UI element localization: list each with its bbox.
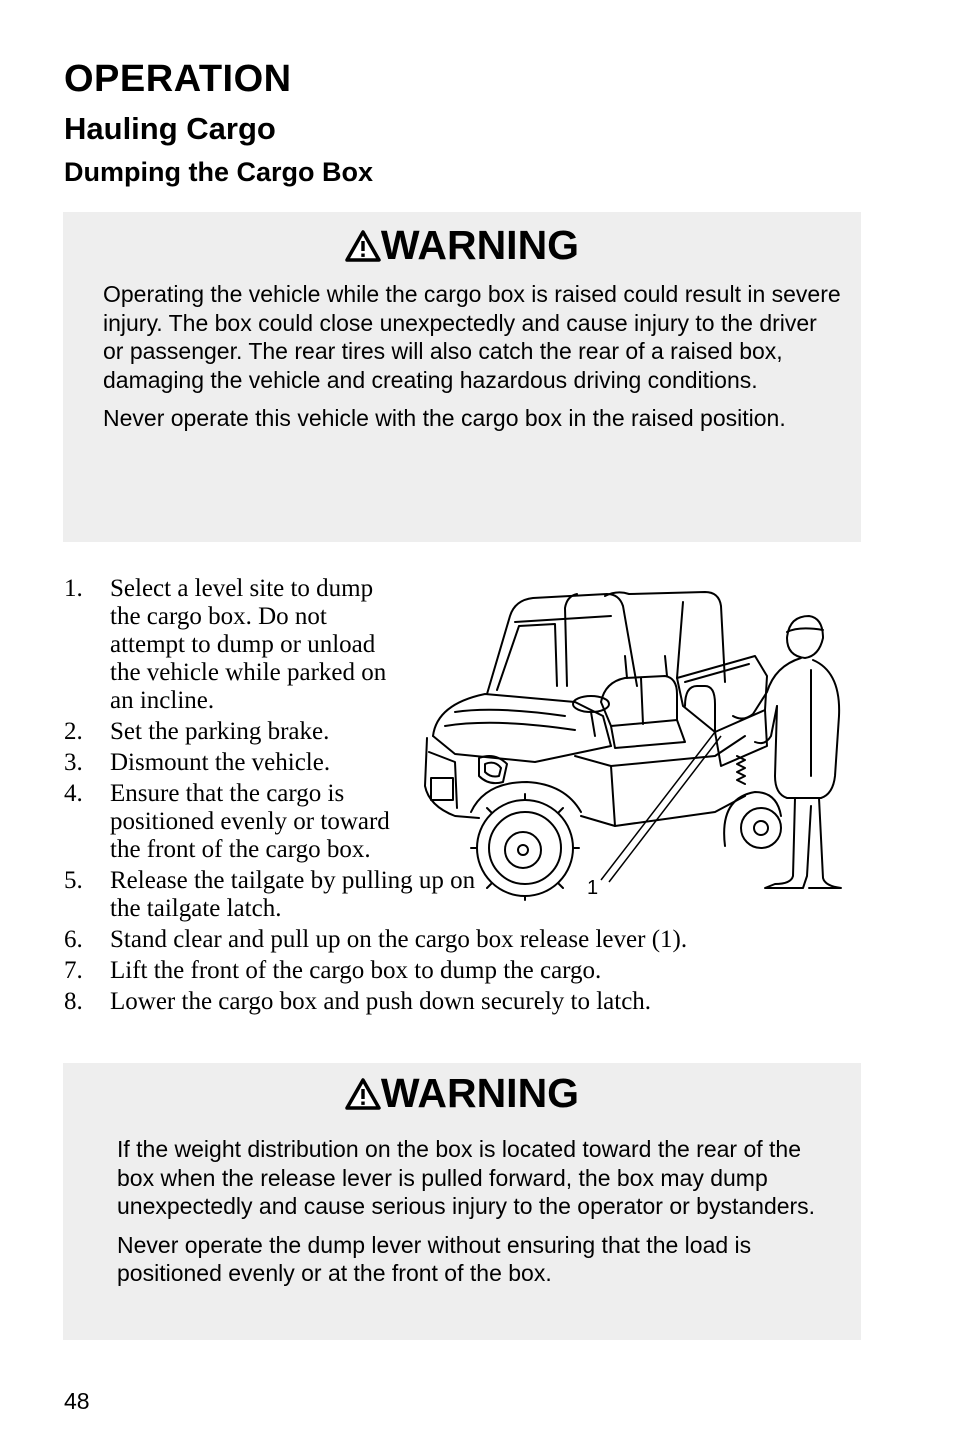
callout-label: 1 [587, 877, 599, 899]
step-number: 6. [64, 926, 83, 953]
section-title: OPERATION [64, 58, 292, 100]
utility-vehicle-illustration [415, 586, 855, 902]
step-item [64, 926, 884, 954]
warning-body [103, 280, 841, 443]
warning-heading [63, 1068, 861, 1118]
warning-paragraph: If the weight distribution on the box is located toward the rear of the box when the release lever is pulled forward, the box may dump unexpectedly and cause serious injury to the operator or bystanders. [117, 1136, 816, 1219]
step-text: Dismount the vehicle. [110, 749, 331, 776]
step-item [64, 957, 884, 985]
warning-paragraph: Never operate the dump lever without ensuring that the load is positioned evenly or at the front of the box. [117, 1231, 752, 1286]
step-number: 8. [64, 988, 83, 1015]
step-item [64, 988, 884, 1016]
step-text: Lift the front of the cargo box to dump the cargo. [110, 957, 602, 984]
step-number: 2. [64, 718, 83, 745]
warning-heading-text: WARNING [380, 222, 580, 268]
subsection-title: Hauling Cargo [64, 111, 276, 146]
warning-triangle-icon [345, 1078, 381, 1110]
warning-paragraph: Never operate this vehicle with the cargo box in the raised position. [103, 405, 786, 431]
step-text: Lower the cargo box and push down securely to latch. [110, 988, 652, 1015]
warning-paragraph: Operating the vehicle while the cargo box is raised could result in severe injury. The box could close unexpectedly and cause injury to the driver or passenger. The rear tires will also catch the rear of a raised box, damaging the vehicle and creating hazardous driving conditions. [103, 281, 841, 393]
step-text: Release the tailgate by pulling up on the tailgate latch. [110, 867, 476, 922]
page-number: 48 [64, 1388, 90, 1414]
step-number: 4. [64, 780, 83, 807]
step-text: Stand clear and pull up on the cargo box release lever (1). [110, 926, 688, 953]
step-number: 3. [64, 749, 83, 776]
step-text: Set the parking brake. [110, 718, 330, 745]
topic-title: Dumping the Cargo Box [64, 157, 373, 187]
warning-box-raised-box [63, 212, 861, 542]
step-text: Ensure that the cargo is positioned evenly or toward the front of the cargo box. [110, 780, 390, 863]
step-text: Select a level site to dump the cargo box. Do not attempt to dump or unload the vehicle while parked on an incline. [110, 575, 387, 714]
warning-box-weight-distribution [63, 1063, 861, 1340]
warning-heading [63, 220, 861, 270]
warning-triangle-icon [345, 230, 381, 262]
warning-body [117, 1135, 841, 1298]
step-number: 7. [64, 957, 83, 984]
step-number: 5. [64, 867, 83, 894]
step-number: 1. [64, 575, 83, 602]
warning-heading-text: WARNING [380, 1070, 580, 1116]
